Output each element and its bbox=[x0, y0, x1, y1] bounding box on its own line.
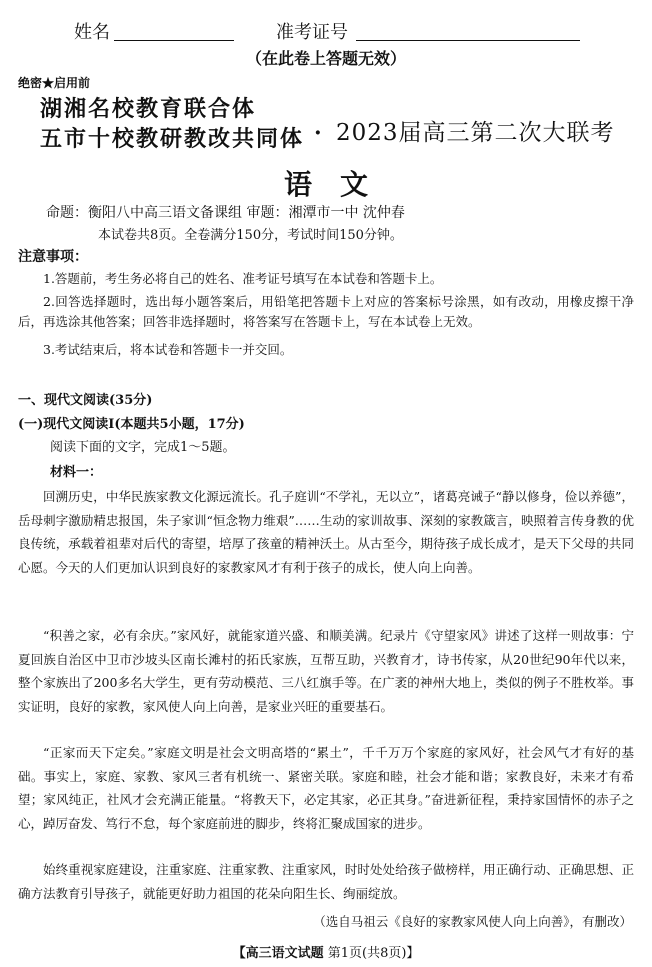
note-item: 2.回答选择题时，选出每小题答案后，用铅笔把答题卡上对应的答案标号涂黑，如有改动，用橡皮擦干净后，再选涂其他答案；回答非选择题时，将答案写在答题卡上，写在本试卷上无效。 bbox=[18, 294, 634, 329]
name-label: 姓名 bbox=[74, 22, 110, 43]
note-item: 1.答题前，考生务必将自己的姓名、准考证号填写在本试卷和答题卡上。 bbox=[43, 271, 443, 286]
footer-page: 第1页(共8页)】 bbox=[327, 946, 420, 961]
paragraph: “正家而天下定矣。”家庭文明是社会文明高塔的“累土”，千千万万个家庭的家风好，社会风气才有好的基础。事实上，家庭、家教、家风三者有机统一、紧密关联。家庭和睦，社会才能和谐；家教良好，未来才有希望；家风纯正，社风才会充满正能量。“将教天下，必定其家，必正其身。”奋进新征程，秉持家国情怀的赤子之心，踔厉奋发、笃行不怠，每个家庭前进的脚步，终将汇聚成国家的进步。 bbox=[18, 745, 634, 831]
authors-line: 命题：衡阳八中高三语文备课组 审题：湘潭市一中 沈仲春 bbox=[46, 205, 405, 221]
section-title: 一、现代文阅读(35分) bbox=[18, 393, 153, 408]
source-citation: （选自马祖云《良好的家教家风使人向上向善》，有删改） bbox=[313, 914, 632, 929]
paragraph: 回溯历史，中华民族家教文化源远流长。孔子庭训“不学礼，无以立”，诸葛亮诫子“静以修身，俭以养德”，岳母刺字激励精忠报国，朱子家训“恒念物力维艰”……生动的家训故事、深刻的家教箴言，映照着言传身教的优良传统，承载着祖辈对后代的寄望，培厚了孩童的精神沃土。从古至今，期待孩子成长成才，是天下父母的共同心愿。今天的人们更加认识到良好的家教家风才有利于孩子的成长，使人向上向善。 bbox=[18, 489, 634, 575]
exam-id-label: 准考证号 bbox=[276, 22, 348, 43]
paragraph: “积善之家，必有余庆。”家风好，就能家道兴盛、和顺美满。纪录片《守望家风》讲述了这样一则故事：宁夏回族自治区中卫市沙坡头区南长滩村的拓氏家族，互帮互助，兴教育才，诗书传家，从20世纪90年代以来，整个家族出了200多名大学生，更有劳动模范、三八红旗手等。在广袤的神州大地上，类似的例子不胜枚举。事实证明，良好的家教，家风使人向上向善，是家业兴旺的重要基石。 bbox=[18, 628, 634, 714]
secret-mark: 绝密★启用前 bbox=[18, 76, 91, 90]
title-separator: · bbox=[314, 120, 322, 146]
subject-title: 语文 bbox=[283, 168, 396, 201]
notes-heading: 注意事项： bbox=[18, 249, 88, 265]
exam-id-blank bbox=[356, 20, 580, 41]
answer-notice: （在此卷上答题无效） bbox=[245, 49, 406, 68]
institution-2: 五市十校教研教改共同体 bbox=[40, 126, 305, 152]
exam-title: 2023届高三第二次大联考 bbox=[336, 120, 615, 146]
note-item: 3.考试结束后，将本试卷和答题卡一并交回。 bbox=[43, 342, 293, 357]
name-blank bbox=[114, 20, 234, 41]
footer-label: 【高三语文试题 bbox=[232, 946, 324, 961]
page-footer bbox=[0, 942, 652, 961]
section-subtitle: (一)现代文阅读Ⅰ(本题共5小题，17分) bbox=[18, 417, 245, 432]
reading-instruction: 阅读下面的文字，完成1～5题。 bbox=[50, 440, 236, 455]
exam-info: 本试卷共8页。全卷满分150分，考试时间150分钟。 bbox=[98, 228, 403, 243]
paragraph: 始终重视家庭建设，注重家庭、注重家教、注重家风，时时处处给孩子做榜样，用正确行动、正确思想、正确方法教育引导孩子，就能更好助力祖国的花朵向阳生长、绚丽绽放。 bbox=[18, 862, 634, 901]
material-label: 材料一： bbox=[50, 465, 103, 480]
institution-1: 湖湘名校教育联合体 bbox=[40, 96, 257, 122]
